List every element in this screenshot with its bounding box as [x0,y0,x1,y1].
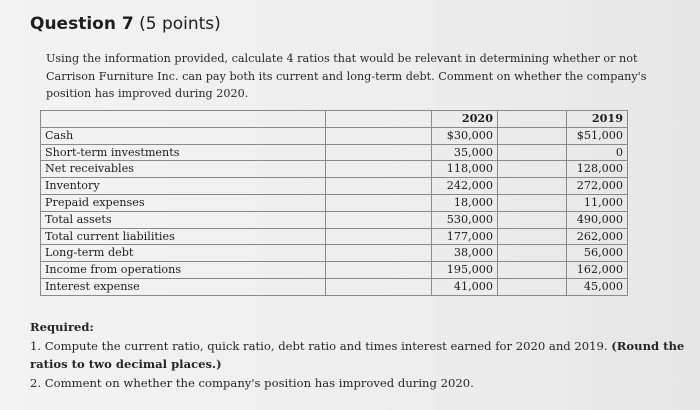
row-value-2020: 38,000 [432,245,498,262]
row-gap [326,262,432,279]
row-gap2 [498,278,567,295]
row-gap [326,144,432,161]
required-item-1-rounding-note: (Round the ratios to two decimal places.) [30,338,685,371]
row-value-2020: $30,000 [432,127,498,144]
table-row [41,161,628,178]
required-section [30,318,690,392]
table-header-blank [41,111,326,128]
table-row [41,245,628,262]
required-item-1-text: 1. Compute the current ratio, quick ratio, debt ratio and times interest earned for 2020 and 2019. [30,338,608,353]
row-value-2020: 41,000 [432,278,498,295]
row-value-2020: 177,000 [432,228,498,245]
table-header-2019: 2019 [567,111,628,128]
row-gap2 [498,245,567,262]
question-prompt: Using the information provided, calculate 4 ratios that would be relevant in determining whether or not Carrison Furniture Inc. can pay both its current and long-term debt. Comment on whether the company's position has improved during 2020. [46,52,647,100]
row-value-2020: 18,000 [432,194,498,211]
required-item-2: 2. Comment on whether the company's position has improved during 2020. [30,375,474,390]
row-gap [326,194,432,211]
row-label: Short-term investments [41,144,326,161]
row-label: Total assets [41,211,326,228]
row-gap [326,127,432,144]
row-gap2 [498,228,567,245]
required-heading: Required: [30,320,94,334]
row-value-2019: 128,000 [567,161,628,178]
row-gap2 [498,211,567,228]
row-value-2020: 242,000 [432,178,498,195]
row-label: Long-term debt [41,245,326,262]
row-value-2019: 162,000 [567,262,628,279]
table-header-gap [326,111,432,128]
table-row [41,228,628,245]
table-row [41,211,628,228]
row-value-2019: 490,000 [567,211,628,228]
row-value-2020: 35,000 [432,144,498,161]
row-label: Income from operations [41,262,326,279]
question-points: (5 points) [139,14,221,34]
row-gap2 [498,127,567,144]
table-row [41,194,628,211]
row-value-2019: 56,000 [567,245,628,262]
table-row [41,127,628,144]
row-value-2020: 118,000 [432,161,498,178]
question-number: Question 7 [30,14,134,34]
row-gap [326,161,432,178]
row-value-2019: 0 [567,144,628,161]
question-title [30,14,221,34]
row-gap [326,245,432,262]
row-gap2 [498,144,567,161]
row-gap2 [498,161,567,178]
table-header-row [41,111,628,128]
row-gap2 [498,262,567,279]
row-label: Cash [41,127,326,144]
row-gap2 [498,178,567,195]
row-gap [326,228,432,245]
row-gap [326,178,432,195]
table-header-gap2 [498,111,567,128]
table-row [41,262,628,279]
row-gap [326,211,432,228]
row-value-2019: $51,000 [567,127,628,144]
row-gap [326,278,432,295]
row-value-2020: 530,000 [432,211,498,228]
row-value-2019: 45,000 [567,278,628,295]
table-row [41,144,628,161]
row-label: Prepaid expenses [41,194,326,211]
required-item-1 [30,337,690,374]
row-value-2020: 195,000 [432,262,498,279]
row-label: Net receivables [41,161,326,178]
row-value-2019: 272,000 [567,178,628,195]
financial-data-table [40,110,628,296]
financial-data-table-body [41,111,628,296]
table-row [41,278,628,295]
row-value-2019: 11,000 [567,194,628,211]
table-row [41,178,628,195]
row-value-2019: 262,000 [567,228,628,245]
row-label: Total current liabilities [41,228,326,245]
row-label: Interest expense [41,278,326,295]
row-gap2 [498,194,567,211]
table-header-2020: 2020 [432,111,498,128]
row-label: Inventory [41,178,326,195]
